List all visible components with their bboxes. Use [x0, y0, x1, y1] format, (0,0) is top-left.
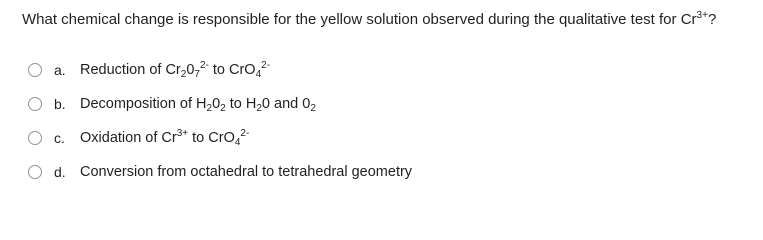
radio-button-c[interactable] — [28, 131, 42, 145]
option-d[interactable] — [28, 155, 748, 189]
subscript: 2 — [220, 103, 226, 114]
answer-options — [28, 53, 748, 189]
option-text-part: 0 — [186, 62, 195, 78]
option-letter: b. — [54, 96, 66, 112]
superscript: 2- — [240, 128, 250, 139]
question-text — [22, 10, 716, 30]
option-text-part: Reduction of Cr — [80, 62, 181, 78]
option-text-part: Decomposition of H — [80, 96, 207, 112]
radio-button-d[interactable] — [28, 165, 42, 179]
superscript: 2- — [261, 60, 271, 71]
option-text-part: Oxidation of Cr — [80, 130, 177, 146]
option-text-part: to H — [225, 96, 257, 112]
radio-button-b[interactable] — [28, 97, 42, 111]
option-letter: a. — [54, 62, 66, 78]
option-text[interactable] — [80, 96, 316, 112]
option-text-part: to CrO — [188, 130, 235, 146]
option-c[interactable] — [28, 121, 748, 155]
option-letter: d. — [54, 164, 66, 180]
option-text-part: to CrO — [208, 62, 256, 78]
subscript: 2 — [180, 69, 187, 80]
subscript: 2 — [206, 103, 213, 114]
option-text-part: 0 and 0 — [261, 96, 311, 112]
option-text[interactable] — [80, 62, 270, 78]
question-ion-charge: 3+ — [696, 10, 708, 21]
subscript: 2 — [256, 103, 262, 114]
subscript: 4 — [255, 69, 262, 80]
option-b[interactable] — [28, 87, 748, 121]
superscript: 3+ — [176, 128, 189, 139]
option-text-part: 0 — [212, 96, 221, 112]
subscript: 4 — [234, 137, 241, 148]
radio-button-a[interactable] — [28, 63, 42, 77]
option-letter: c. — [54, 130, 65, 146]
superscript: 2- — [199, 60, 209, 71]
question-end: ? — [707, 11, 717, 28]
option-a[interactable] — [28, 53, 748, 87]
subscript: 7 — [194, 69, 200, 80]
option-text[interactable] — [80, 130, 249, 146]
option-text[interactable] — [80, 164, 412, 180]
question-stem: What chemical change is responsible for the yellow solution observed during the qualitative test for Cr — [22, 11, 697, 28]
option-text-part: Conversion from octahedral to tetrahedral geometry — [80, 164, 413, 180]
subscript: 2 — [310, 103, 316, 114]
